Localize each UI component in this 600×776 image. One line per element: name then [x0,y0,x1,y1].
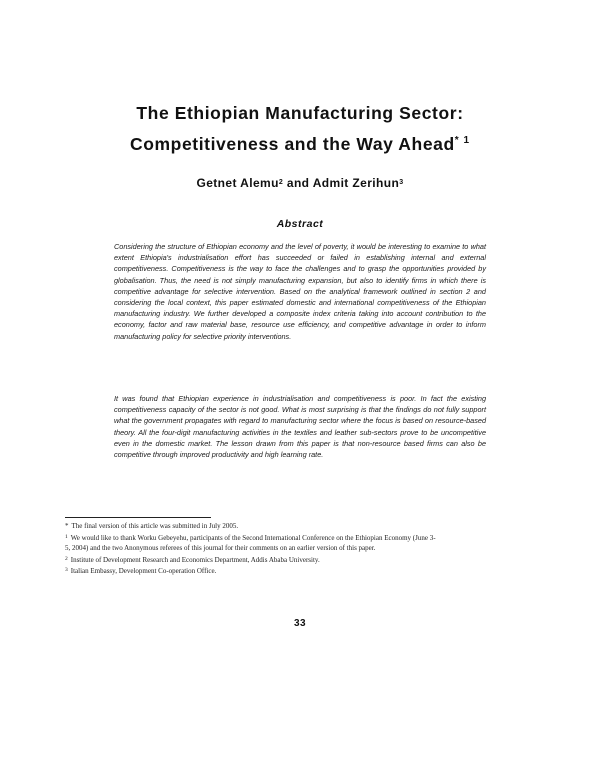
footnote-mark: 2 [65,555,68,562]
title-footnote-marks: * 1 [454,135,471,146]
author-1-footnote-mark: 2 [278,179,284,186]
title-line-2-text: Competitiveness and the Way Ahead [129,134,455,154]
title-line-2 [60,127,540,158]
footnote-mark: 3 [65,567,68,574]
author-line [60,176,540,190]
footnote-mark: 1 [65,533,68,540]
footnote-text: Institute of Development Research and Economics Department, Addis Ababa University. [70,555,320,564]
footnote-text: The final version of this article was submitted in July 2005. [71,522,239,530]
footnote-text: Italian Embassy, Development Co-operation Office. [70,567,217,576]
author-1: Getnet Alemu [196,176,279,190]
author-2-footnote-mark: 3 [399,179,404,186]
title-line-1: The Ethiopian Manufacturing Sector: [136,103,464,123]
footnote-2 [65,554,437,566]
author-2: Admit Zerihun [312,176,400,190]
abstract-heading: Abstract [276,218,324,230]
footnote-star [65,521,437,532]
abstract-paragraph-2: It was found that Ethiopian experience in industrialisation and competitiveness is poor. In fact the existing competitiveness capacity of the sector is not good. What is most surprising is that the findings do not fully support what the government propagates with regard to manufacturing sector where the focus is based on resource-based theory. All the four-digit manufacturing activities in the textiles and leather sub-sectors prove to be uncompetitive even in the domestic market. The lesson drawn from this paper is that non-resource based firms can also be competitive through improved productivity and high learning rate. [114,394,486,460]
author-conjunction: and [283,176,313,190]
footnote-mark: * [65,522,69,530]
footnote-3 [65,565,437,577]
footnotes [65,521,437,577]
abstract-paragraph-1: Considering the structure of Ethiopian economy and the level of poverty, it would be interesting to examine to what extent Ethiopia's industrialisation effort has succeeded or failed in establishing internal and external competitiveness. Competitiveness is the way to face the challenges and to grasp the opportunities provided by globalisation. Thus, the need is not simply manufacturing expansion, but also to identify firms in which there is competitive advantage for selective intervention. Based on the analytical framework outlined in section 2 and considering the local context, this paper estimated domestic and international competitiveness of the Ethiopian manufacturing industry. We further developed a composite index criteria taking into account contribution to the economy, factor and raw material base, resource use efficiency, and competitive advantage in order to inform manufacturing policy for selective priority interventions. [114,242,486,341]
paper-title [60,99,540,158]
footnote-1 [65,532,437,554]
footnote-text: We would like to thank Worku Gebeyehu, participants of the Second International Conference on the Ethiopian Economy (June 3-5, 2004) and the two Anonymous referees of this journal for their comments on an earlier version of this paper. [65,533,436,553]
footnote-separator [65,517,211,518]
page-number: 33 [293,618,307,629]
